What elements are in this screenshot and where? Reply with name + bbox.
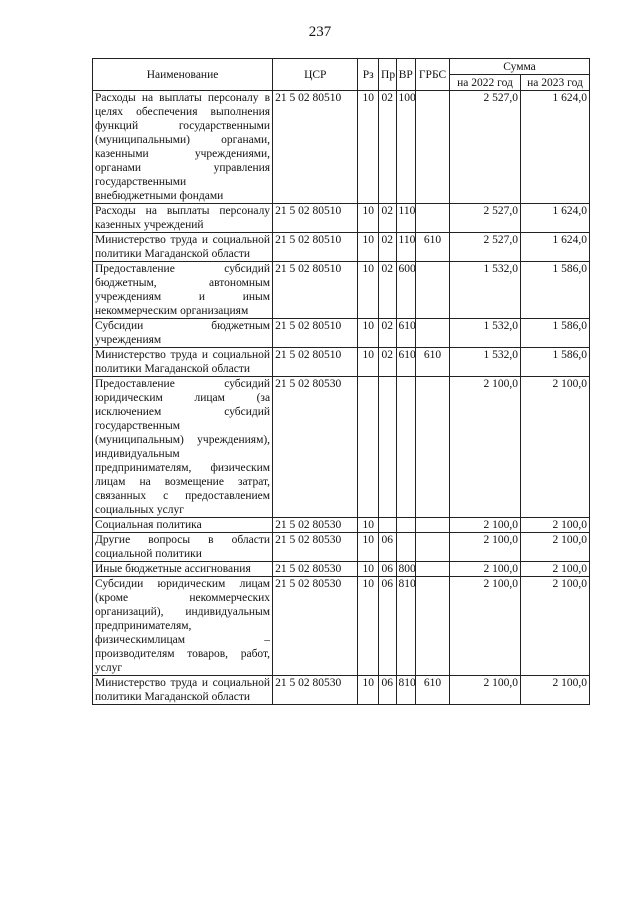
row-vr: 810 <box>396 577 416 676</box>
header-grbs: ГРБС <box>416 59 450 91</box>
row-csr: 21 5 02 80530 <box>273 562 358 577</box>
row-vr: 600 <box>396 262 416 319</box>
table-row <box>93 676 590 705</box>
row-vr: 110 <box>396 233 416 262</box>
page-number: 237 <box>308 24 332 40</box>
row-rz: 10 <box>358 533 379 562</box>
header-name: Наименование <box>93 59 273 91</box>
row-pr: 02 <box>379 348 396 377</box>
row-rz: 10 <box>358 91 379 204</box>
row-pr: 06 <box>379 562 396 577</box>
row-csr: 21 5 02 80530 <box>273 518 358 533</box>
row-rz: 10 <box>358 577 379 676</box>
row-pr <box>379 377 396 518</box>
table-body <box>93 91 590 705</box>
row-rz: 10 <box>358 676 379 705</box>
row-csr: 21 5 02 80510 <box>273 233 358 262</box>
budget-table <box>92 58 590 705</box>
row-sum-2022: 2 100,0 <box>450 518 521 533</box>
row-grbs: 610 <box>416 676 450 705</box>
row-sum-2022: 2 100,0 <box>450 562 521 577</box>
row-sum-2023: 2 100,0 <box>521 518 590 533</box>
row-grbs <box>416 577 450 676</box>
header-sum: Сумма <box>450 59 590 75</box>
row-sum-2022: 2 100,0 <box>450 533 521 562</box>
row-name: Другие вопросы в области социальной политики <box>93 533 273 562</box>
row-vr: 610 <box>396 319 416 348</box>
row-sum-2023: 1 586,0 <box>521 262 590 319</box>
row-sum-2022: 1 532,0 <box>450 348 521 377</box>
row-pr: 06 <box>379 577 396 676</box>
table-row <box>93 348 590 377</box>
header-pr: Пр <box>379 59 396 91</box>
row-sum-2022: 1 532,0 <box>450 262 521 319</box>
row-csr: 21 5 02 80530 <box>273 577 358 676</box>
row-name: Иные бюджетные ассигнования <box>93 562 273 577</box>
row-grbs <box>416 262 450 319</box>
row-sum-2023: 2 100,0 <box>521 577 590 676</box>
row-grbs: 610 <box>416 233 450 262</box>
row-rz: 10 <box>358 518 379 533</box>
row-vr <box>396 533 416 562</box>
header-rz: Рз <box>358 59 379 91</box>
row-sum-2023: 2 100,0 <box>521 676 590 705</box>
row-csr: 21 5 02 80510 <box>273 348 358 377</box>
row-rz <box>358 377 379 518</box>
row-grbs <box>416 377 450 518</box>
row-grbs: 610 <box>416 348 450 377</box>
table-row <box>93 562 590 577</box>
row-sum-2022: 2 100,0 <box>450 577 521 676</box>
row-csr: 21 5 02 80510 <box>273 262 358 319</box>
table-row <box>93 233 590 262</box>
table-row <box>93 577 590 676</box>
row-rz: 10 <box>358 262 379 319</box>
row-vr: 610 <box>396 348 416 377</box>
row-csr: 21 5 02 80530 <box>273 377 358 518</box>
row-grbs <box>416 91 450 204</box>
row-sum-2023: 1 624,0 <box>521 233 590 262</box>
row-name: Министерство труда и социальной политики Магаданской области <box>93 233 273 262</box>
header-year-2022: на 2022 год <box>450 75 521 91</box>
row-pr: 06 <box>379 676 396 705</box>
row-pr: 02 <box>379 91 396 204</box>
row-rz: 10 <box>358 319 379 348</box>
row-sum-2023: 1 586,0 <box>521 348 590 377</box>
row-vr: 100 <box>396 91 416 204</box>
row-pr: 02 <box>379 262 396 319</box>
row-grbs <box>416 204 450 233</box>
row-vr: 800 <box>396 562 416 577</box>
row-name: Субсидии юридическим лицам (кроме некоммерческих организаций), индивидуальным предпринимателям, физическимлицам – производителям товаров, работ, услуг <box>93 577 273 676</box>
row-name: Министерство труда и социальной политики Магаданской области <box>93 348 273 377</box>
row-grbs <box>416 518 450 533</box>
row-vr: 110 <box>396 204 416 233</box>
row-pr: 02 <box>379 204 396 233</box>
row-name: Расходы на выплаты персоналу казенных учреждений <box>93 204 273 233</box>
table-row <box>93 518 590 533</box>
row-csr: 21 5 02 80510 <box>273 204 358 233</box>
table-row <box>93 319 590 348</box>
row-sum-2023: 2 100,0 <box>521 377 590 518</box>
row-name: Предоставление субсидий бюджетным, автономным учреждениям и иным некоммерческим организациям <box>93 262 273 319</box>
row-name: Министерство труда и социальной политики Магаданской области <box>93 676 273 705</box>
row-csr: 21 5 02 80530 <box>273 533 358 562</box>
row-sum-2022: 2 527,0 <box>450 233 521 262</box>
table-row <box>93 262 590 319</box>
header-year-2023: на 2023 год <box>521 75 590 91</box>
row-pr: 02 <box>379 233 396 262</box>
row-sum-2023: 2 100,0 <box>521 533 590 562</box>
row-pr <box>379 518 396 533</box>
row-csr: 21 5 02 80510 <box>273 91 358 204</box>
table-row <box>93 533 590 562</box>
row-pr: 06 <box>379 533 396 562</box>
row-name: Предоставление субсидий юридическим лицам (за исключением субсидий государственным (муниципальным) учреждениям), индивидуальным предпринимателям, физическим лицам на возмещение затрат, связанных с предоставлением социальных услуг <box>93 377 273 518</box>
row-grbs <box>416 319 450 348</box>
row-rz: 10 <box>358 562 379 577</box>
row-grbs <box>416 562 450 577</box>
row-name: Субсидии бюджетным учреждениям <box>93 319 273 348</box>
row-sum-2022: 1 532,0 <box>450 319 521 348</box>
row-rz: 10 <box>358 233 379 262</box>
row-sum-2022: 2 527,0 <box>450 91 521 204</box>
header-csr: ЦСР <box>273 59 358 91</box>
row-vr: 810 <box>396 676 416 705</box>
table-row <box>93 204 590 233</box>
row-grbs <box>416 533 450 562</box>
row-vr <box>396 518 416 533</box>
row-rz: 10 <box>358 348 379 377</box>
header-vr: ВР <box>396 59 416 91</box>
row-vr <box>396 377 416 518</box>
row-sum-2023: 2 100,0 <box>521 562 590 577</box>
row-rz: 10 <box>358 204 379 233</box>
row-sum-2023: 1 624,0 <box>521 204 590 233</box>
row-sum-2022: 2 100,0 <box>450 676 521 705</box>
row-sum-2022: 2 527,0 <box>450 204 521 233</box>
row-sum-2023: 1 624,0 <box>521 91 590 204</box>
row-name: Социальная политика <box>93 518 273 533</box>
row-sum-2022: 2 100,0 <box>450 377 521 518</box>
table-row <box>93 91 590 204</box>
row-sum-2023: 1 586,0 <box>521 319 590 348</box>
row-csr: 21 5 02 80510 <box>273 319 358 348</box>
row-name: Расходы на выплаты персоналу в целях обеспечения выполнения функций государственными (муниципальными) органами, казенными учреждениями, органами управления государственными внебюджетными фондами <box>93 91 273 204</box>
row-csr: 21 5 02 80530 <box>273 676 358 705</box>
table-row <box>93 377 590 518</box>
row-pr: 02 <box>379 319 396 348</box>
